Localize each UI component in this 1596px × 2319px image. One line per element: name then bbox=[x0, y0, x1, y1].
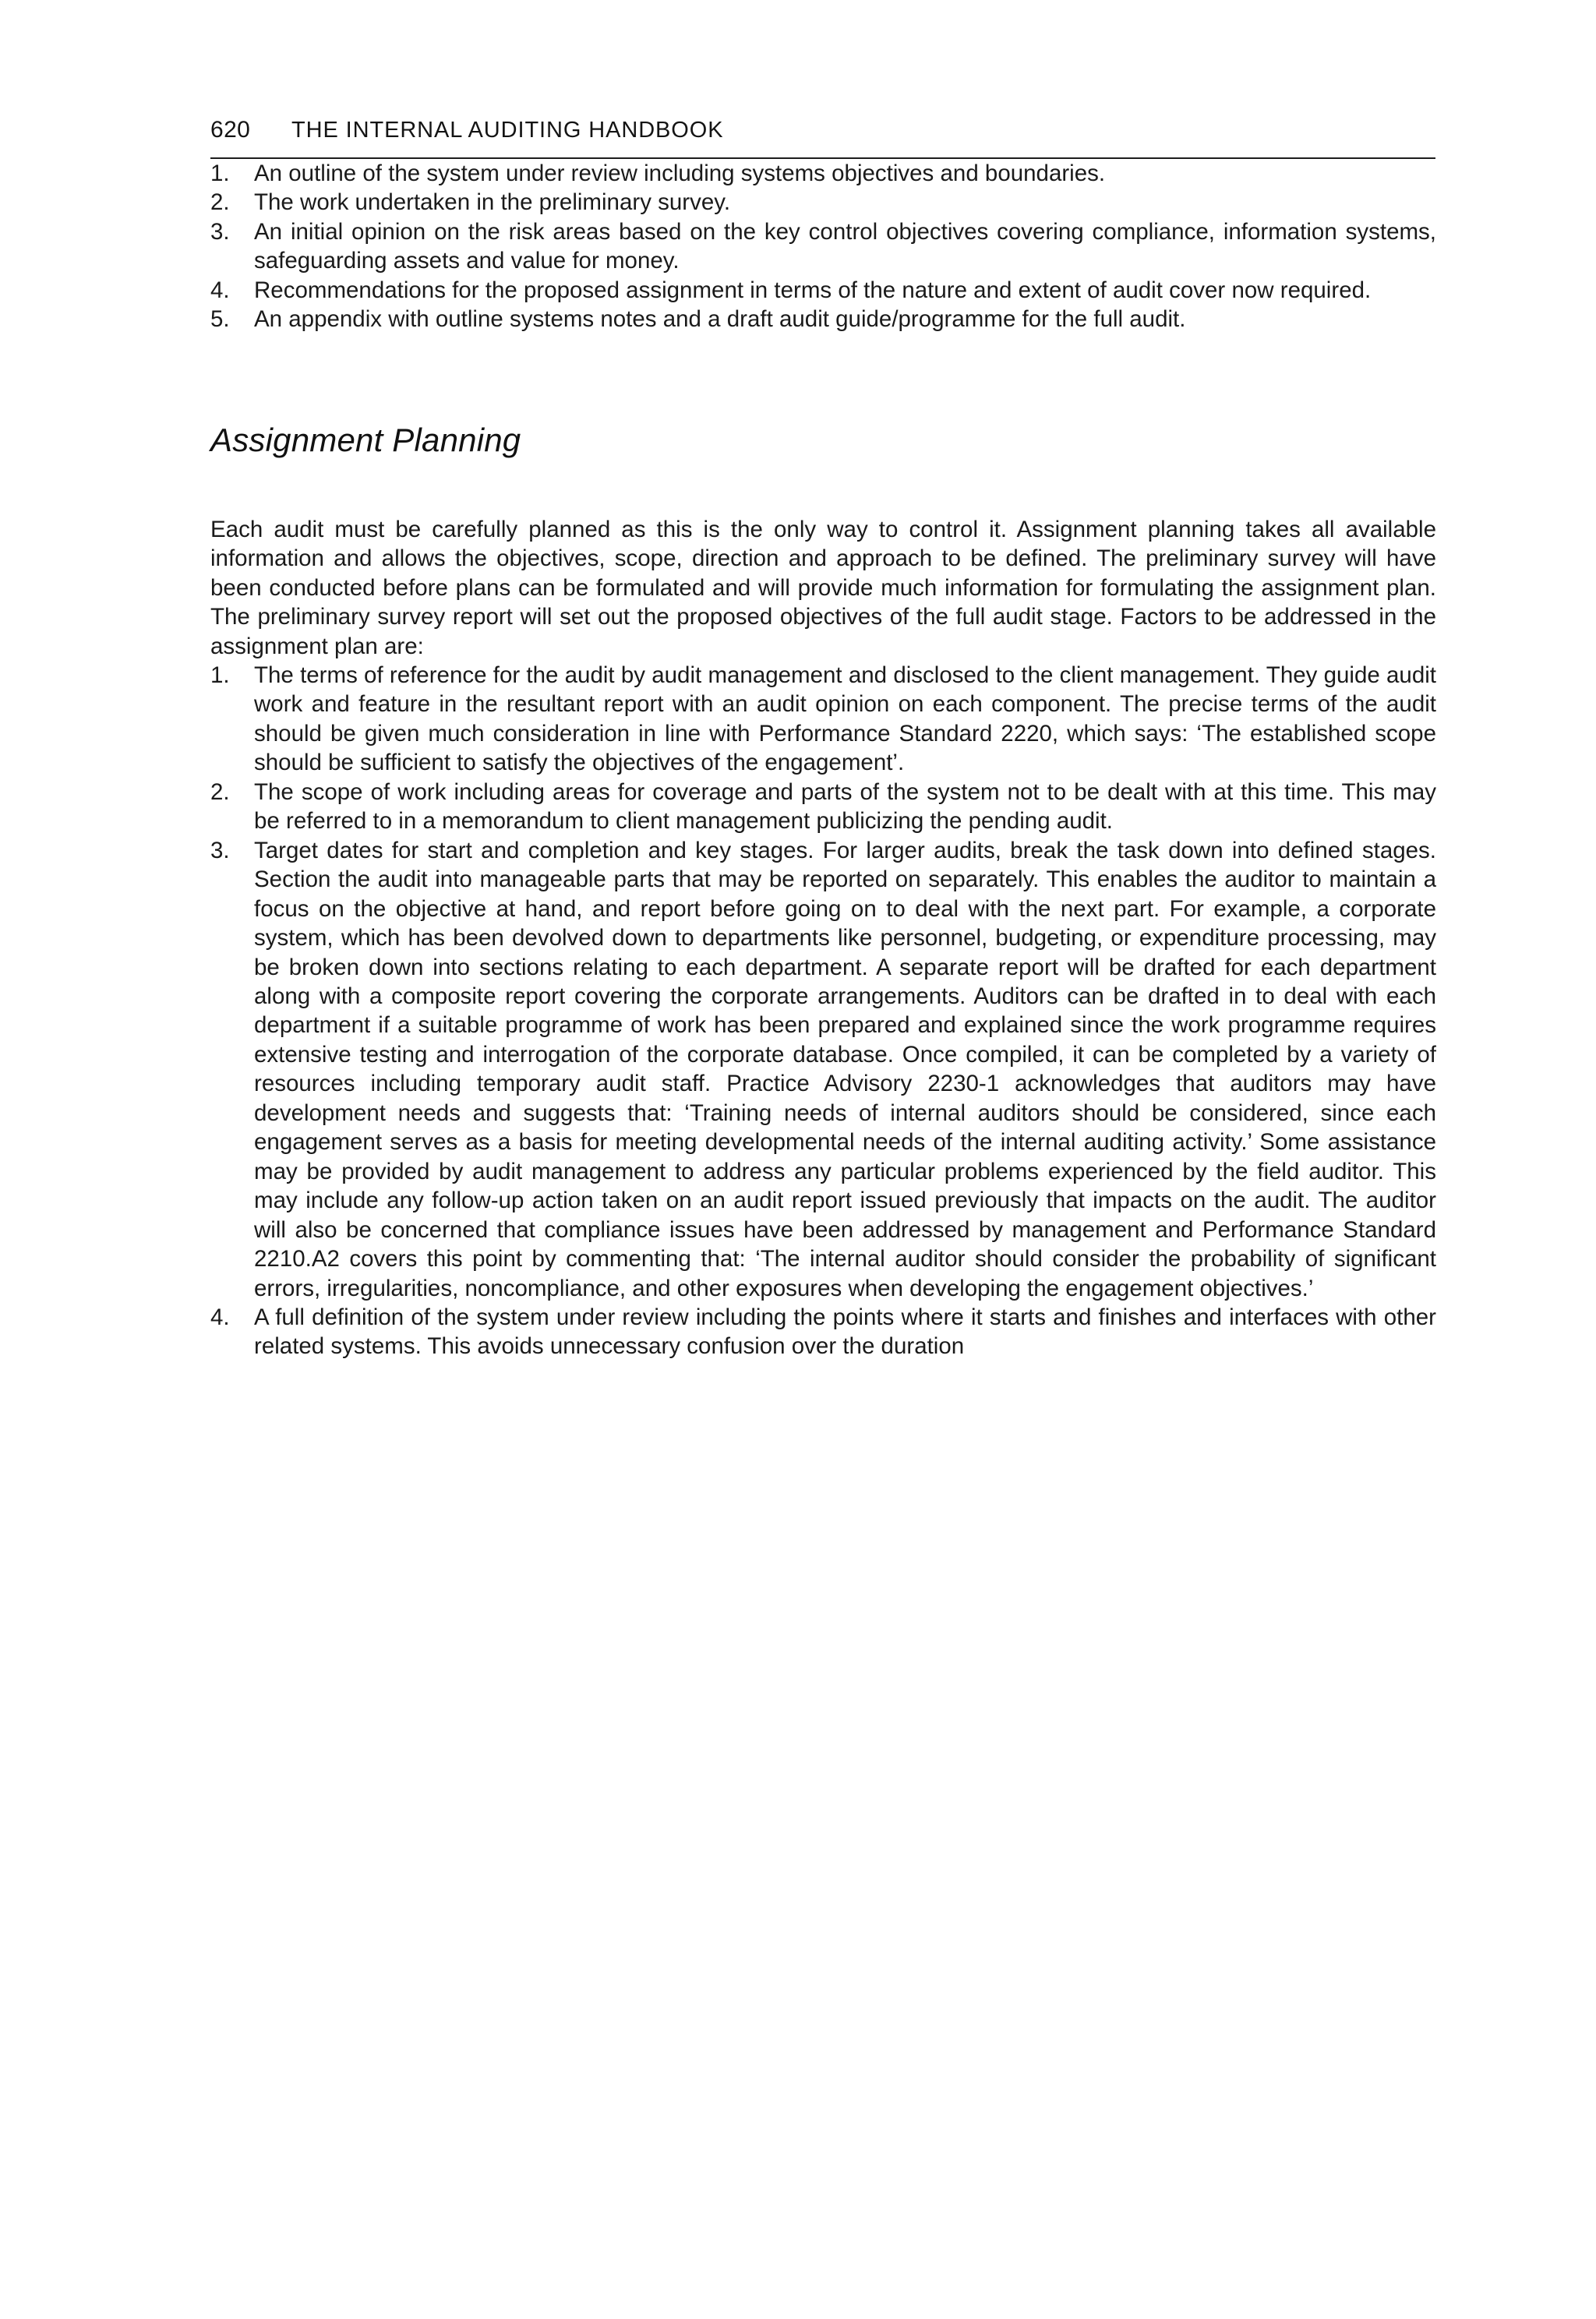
page-number: 620 bbox=[210, 117, 251, 143]
preliminary-survey-report-list bbox=[210, 159, 1436, 334]
list-item bbox=[210, 305, 1436, 334]
list-marker: 4. bbox=[210, 1304, 230, 1330]
list-marker: 4. bbox=[210, 277, 230, 303]
list-marker: 1. bbox=[210, 161, 230, 186]
section-intro-paragraph: Each audit must be carefully planned as this is the only way to control it. Assignment planning takes all available information and allows the objectives, scope, direction and approach to be defined. The preliminary survey will have been conducted before plans can be formulated and will provide much information for formulating the assignment plan. The preliminary survey report will set out the proposed objectives of the full audit stage. Factors to be addressed in the assignment plan are: bbox=[210, 516, 1436, 659]
list-item bbox=[210, 836, 1436, 1303]
list-item-text: An outline of the system under review including systems objectives and boundaries. bbox=[254, 161, 1106, 186]
running-head: THE INTERNAL AUDITING HANDBOOK bbox=[291, 118, 724, 143]
page-header bbox=[210, 117, 1436, 143]
list-item-text: An initial opinion on the risk areas based on the key control objectives covering compliance, information systems, safeguarding assets and value for money. bbox=[254, 218, 1436, 274]
list-item-text: The scope of work including areas for coverage and parts of the system not to be dealt with at this time. This may be referred to in a memorandum to client management publicizing the pending audit. bbox=[254, 778, 1436, 835]
list-marker: 2. bbox=[210, 189, 230, 216]
list-item-text: An appendix with outline systems notes and a draft audit guide/programme for the full audit. bbox=[254, 306, 1186, 333]
list-item bbox=[210, 1303, 1436, 1361]
list-item-text: A full definition of the system under review including the points where it starts and finishes and interfaces with other related systems. This avoids unnecessary confusion over the duration bbox=[254, 1304, 1436, 1360]
list-item bbox=[210, 159, 1436, 188]
list-item bbox=[210, 661, 1436, 778]
list-marker: 3. bbox=[210, 218, 230, 245]
assignment-plan-factors-list bbox=[210, 661, 1436, 1361]
list-item-text: Target dates for start and completion and key stages. For larger audits, break the task down into defined stages. Section the audit into manageable parts that may be reported on separately. This enables the auditor to maintain a focus on the objective at hand, and report before going on to deal with the next part. For example, a corporate system, which has been devolved down to departments like personnel, budgeting, or expenditure processing, may be broken down into sections relating to each department. A separate report will be drafted for each department along with a composite report covering the corporate arrangements. Auditors can be drafted in to deal with each department if a suitable programme of work has been prepared and explained since the work programme requires extensive testing and interrogation of the corporate database. Once compiled, it can be completed by a variety of resources including temporary audit staff. Practice Advisory 2230-1 acknowledges that auditors may have development needs and suggests that: ‘Training needs of internal auditors should be considered, since each engagement serves as a basis for meeting developmental needs of the internal auditing activity.’ Some assistance may be provided by audit management to address any particular problems experienced by the field auditor. This may include any follow-up action taken on an audit report issued previously that impacts on the audit. The auditor will also be concerned that compliance issues have been addressed by management and Performance Standard 2210.A2 covers this point by commenting that: ‘The internal auditor should consider the probability of significant errors, irregularities, noncompliance, and other exposures when developing the engagement objectives.’ bbox=[254, 837, 1436, 1301]
list-marker: 2. bbox=[210, 778, 230, 805]
list-item bbox=[210, 188, 1436, 217]
list-item-text: The work undertaken in the preliminary survey. bbox=[254, 189, 731, 216]
list-item bbox=[210, 276, 1436, 305]
list-item bbox=[210, 778, 1436, 836]
list-item bbox=[210, 217, 1436, 276]
list-marker: 1. bbox=[210, 662, 230, 688]
list-item-text: The terms of reference for the audit by audit management and disclosed to the client management. They guide audit work and feature in the resultant report with an audit opinion on each component. The precise terms of the audit should be given much consideration in line with Performance Standard 2220, which says: ‘The established scope should be sufficient to satisfy the objectives of the engagement’. bbox=[254, 662, 1436, 776]
list-item-text: Recommendations for the proposed assignment in terms of the nature and extent of audit cover now required. bbox=[254, 277, 1372, 303]
section-heading: Assignment Planning bbox=[210, 421, 521, 458]
list-marker: 5. bbox=[210, 306, 230, 333]
list-marker: 3. bbox=[210, 837, 230, 863]
